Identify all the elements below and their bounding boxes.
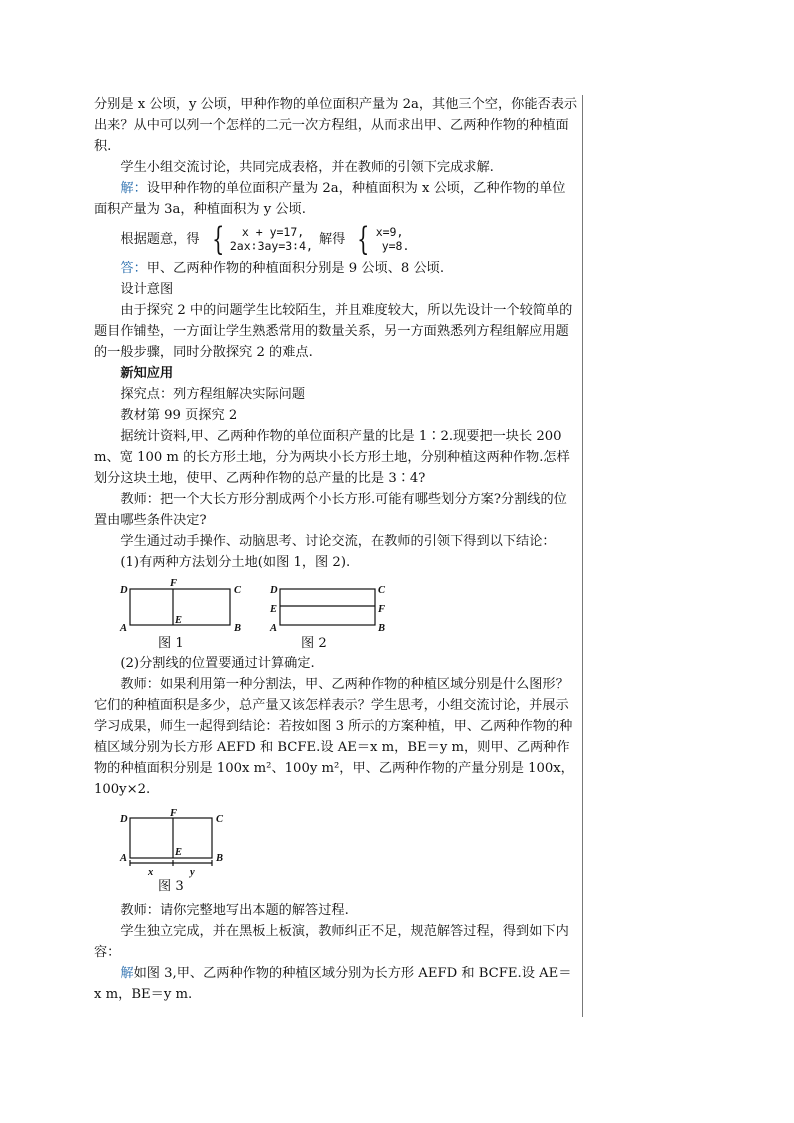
solution-text: 设甲种作物的单位面积产量为 2a，种植面积为 x 公顷，乙种作物的单位面积产量为 3a，种植面积为 y 公顷. [94,181,566,217]
equation-2: 2ax∶3ay=3∶4, [229,239,313,253]
equation-1: x + y=17, [241,225,305,239]
left-brace-icon: { [211,220,224,258]
right-margin-rule [582,95,583,1017]
solution-1: x=9, [375,225,404,239]
left-brace-icon: { [357,220,370,258]
label-x: x [148,867,154,878]
solution-paragraph [94,178,578,220]
equation-system-row [94,222,578,256]
answer-label: 答： [120,261,147,276]
solution-paragraph [94,963,578,1005]
label-D: D [270,585,278,596]
paragraph: 由于探究 2 中的问题学生比较陌生，并且难度较大，所以先设计一个较简单的题目作铺垫，一方面让学生熟悉常用的数量关系，另一方面熟悉列方程组解应用题的一般步骤，同时分散探究 2 的难点. [94,303,573,360]
figure-3-diagram [116,808,256,882]
paragraph: 学生通过动手操作、动脑思考、讨论交流，在教师的引领下得到以下结论： [120,534,556,549]
label-B: B [234,623,242,634]
label-B: B [216,853,224,864]
paragraph: 教师：把一个大长方形分割成两个小长方形.可能有哪些划分方案?分割线的位置由哪些条件决定? [94,492,567,528]
label-E: E [270,604,278,615]
label-E: E [175,847,183,858]
paragraph: 教材第 99 页探究 2 [120,408,238,423]
design-intent-label: 设计意图 [120,282,174,297]
paragraph: 学生小组交流讨论，共同完成表格，并在教师的引领下完成求解. [120,160,494,175]
label-C: C [216,814,224,825]
solution-label: 解： [120,181,147,196]
paragraph: (2)分割线的位置要通过计算确定. [120,656,315,671]
paragraph: (1)有两种方法划分土地(如图 1，图 2). [120,555,351,570]
figure-2 [280,589,375,625]
label-C: C [378,585,386,596]
answer-paragraph [94,258,578,279]
label-F: F [170,808,178,819]
label-A: A [120,853,128,864]
paragraph: 分别是 x 公顷，y 公顷，甲种作物的单位面积产量为 2a，其他三个空，你能否表示出来？从中可以列一个怎样的二元一次方程组，从而求出甲、乙两种作物的种植面积. [94,97,578,154]
solution-system [376,225,410,253]
system-intro: 根据题意，得 [120,231,200,247]
label-C: C [234,585,242,596]
solution-2: y=8. [381,239,410,253]
equation-system [230,225,313,253]
section-heading: 新知应用 [120,366,174,381]
paragraph: 教师：请你完整地写出本题的解答过程. [120,903,349,918]
label-D: D [120,814,128,825]
answer-text: 甲、乙两种作物的种植面积分别是 9 公顷、8 公顷. [146,261,445,276]
label-D: D [120,585,128,596]
solution-text: 如图 3,甲、乙两种作物的种植区域分别为长方形 AEFD 和 BCFE.设 AE＝x m，BE＝y m. [94,966,572,1002]
page-content [94,94,578,1005]
figure-3-caption: 图 3 [158,879,184,894]
solve-word: 解得 [318,231,346,247]
label-y: y [190,867,195,878]
solution-label: 解 [120,966,134,981]
label-A: A [270,623,278,634]
figure-1-caption: 图 1 [158,636,184,651]
paragraph: 据统计资料,甲、乙两种作物的单位面积产量的比是 1∶2.现要把一块长 200 m、宽 100 m 的长方形土地，分为两块小长方形土地，分别种植这两种作物.怎样划分这块土地，使甲、乙两种作物的总产量的比是 3∶4? [94,429,570,486]
label-B: B [378,623,386,634]
label-E: E [175,615,183,626]
figures-1-2 [94,575,578,671]
label-F: F [170,578,178,589]
label-A: A [120,623,128,634]
paragraph: 探究点：列方程组解决实际问题 [120,387,306,402]
figure-2-caption: 图 2 [301,636,327,651]
paragraph: 学生独立完成，并在黑板上板演，教师纠正不足，规范解答过程，得到如下内容： [94,924,569,960]
paragraph: 教师：如果利用第一种分割法，甲、乙两种作物的种植区域分别是什么图形？它们的种植面积是多少，总产量又该怎样表示？学生思考，小组交流讨论，并展示学习成果，师生一起得到结论：若按如图 3 所示的方案种植，甲、乙两种作物的种植区域分别为长方形 AEFD 和 BCFE.设 AE＝x m，BE＝y m，则甲、乙两种作物的种植面积分别是 100x m²、100y m²，甲、乙两种作物的产量分别是 100x，100y×2. [94,677,574,797]
label-F: F [378,604,386,615]
figure-3 [94,804,578,900]
